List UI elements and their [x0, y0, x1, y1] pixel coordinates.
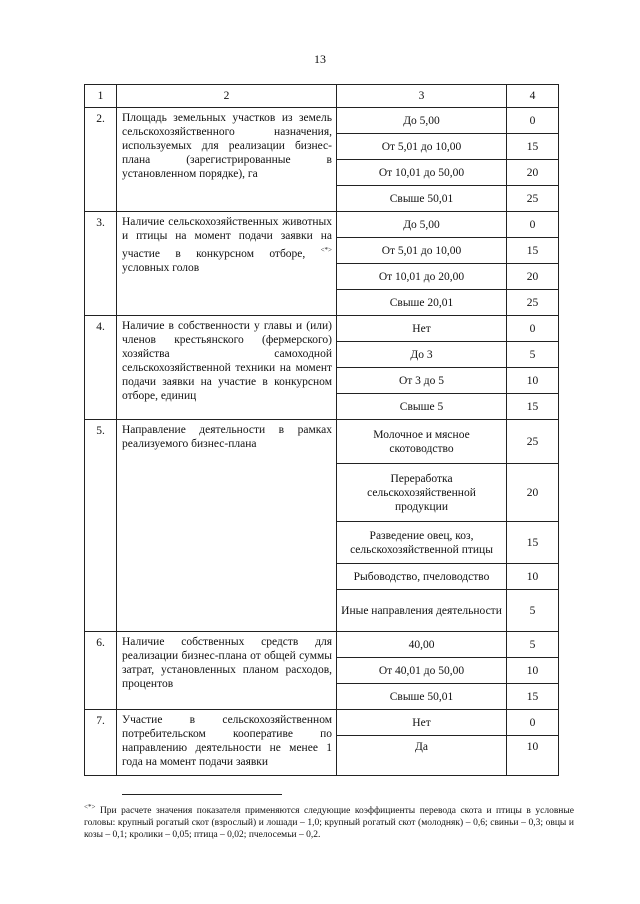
option-label: Свыше 5	[337, 394, 507, 420]
option-points: 25	[507, 420, 559, 464]
option-points: 10	[507, 658, 559, 684]
table-row	[85, 710, 559, 736]
option-label: 40,00	[337, 632, 507, 658]
criterion-description: Участие в сельскохозяйственном потребительском кооперативе по направлению деятельности не менее 1 года на момент подачи заявки	[117, 710, 337, 776]
option-points: 15	[507, 522, 559, 564]
criterion-number: 3.	[85, 212, 117, 316]
option-label: Рыбоводство, пчеловодство	[337, 564, 507, 590]
option-points: 20	[507, 264, 559, 290]
option-label: От 10,01 до 20,00	[337, 264, 507, 290]
option-points: 15	[507, 394, 559, 420]
footnote-text: При расчете значения показателя применяются следующие коэффициенты перевода скота и птицы в условные головы: крупный рогатый скот (взрослый) и лошади – 1,0; крупный рогатый скот (молодняк) – 0,6; свиньи – 0,3; овцы и козы – 0,1; кролики – 0,05; птица – 0,02; пчелосемьи – 0,2.	[84, 806, 574, 841]
option-points: 15	[507, 134, 559, 160]
option-points: 20	[507, 160, 559, 186]
option-points: 0	[507, 710, 559, 736]
option-points: 0	[507, 212, 559, 238]
criteria-table	[84, 84, 559, 776]
criterion-number: 6.	[85, 632, 117, 710]
criterion-number: 4.	[85, 316, 117, 420]
option-label: От 5,01 до 10,00	[337, 134, 507, 160]
option-label: До 5,00	[337, 108, 507, 134]
table-row	[85, 212, 559, 238]
option-label: От 3 до 5	[337, 368, 507, 394]
header-cell: 1	[85, 85, 117, 108]
table-row	[85, 316, 559, 342]
option-label: Свыше 50,01	[337, 684, 507, 710]
option-points: 5	[507, 632, 559, 658]
footnote-reference: <*>	[320, 246, 333, 254]
criterion-description: Направление деятельности в рамках реализуемого бизнес-плана	[117, 420, 337, 632]
option-label: Разведение овец, коз, сельскохозяйственной птицы	[337, 522, 507, 564]
page-number: 13	[314, 52, 326, 66]
table-header-row	[85, 85, 559, 108]
option-points: 0	[507, 316, 559, 342]
option-points: 15	[507, 684, 559, 710]
criterion-description: Площадь земельных участков из земель сельскохозяйственного назначения, используемых для реализации бизнес-плана (зарегистрированные в установленном порядке), га	[117, 108, 337, 212]
description-text: Наличие сельскохозяйственных животных и птицы на момент подачи заявки на участие в конкурсном отборе,	[122, 216, 332, 260]
option-label: Иные направления деятельности	[337, 590, 507, 632]
header-cell: 2	[117, 85, 337, 108]
option-label: От 5,01 до 10,00	[337, 238, 507, 264]
option-points: 20	[507, 464, 559, 522]
option-label: Нет	[337, 710, 507, 736]
header-cell: 4	[507, 85, 559, 108]
header-cell: 3	[337, 85, 507, 108]
option-label: До 5,00	[337, 212, 507, 238]
option-label: Нет	[337, 316, 507, 342]
option-label: От 10,01 до 50,00	[337, 160, 507, 186]
criterion-number: 2.	[85, 108, 117, 212]
option-points: 25	[507, 186, 559, 212]
option-points: 10	[507, 564, 559, 590]
criterion-description	[117, 212, 337, 316]
table-row	[85, 420, 559, 464]
option-label: Молочное и мясное скотоводство	[337, 420, 507, 464]
option-points: 5	[507, 342, 559, 368]
option-label: Да	[337, 736, 507, 776]
option-label: До 3	[337, 342, 507, 368]
option-points: 10	[507, 736, 559, 776]
option-points: 5	[507, 590, 559, 632]
table-row	[85, 632, 559, 658]
description-text: условных голов	[122, 261, 200, 274]
table-row	[85, 108, 559, 134]
footnote-divider	[122, 794, 282, 795]
option-points: 25	[507, 290, 559, 316]
option-label: Свыше 20,01	[337, 290, 507, 316]
criterion-description: Наличие собственных средств для реализации бизнес-плана от общей суммы затрат, установленных планом расходов, процентов	[117, 632, 337, 710]
option-points: 0	[507, 108, 559, 134]
option-label: Свыше 50,01	[337, 186, 507, 212]
option-label: От 40,01 до 50,00	[337, 658, 507, 684]
criterion-description: Наличие в собственности у главы и (или) членов крестьянского (фермерского) хозяйства самоходной сельскохозяйственной техники на момент подачи заявки на участие в конкурсном отборе, единиц	[117, 316, 337, 420]
footnote	[84, 794, 574, 841]
criterion-number: 7.	[85, 710, 117, 776]
option-label: Переработка сельскохозяйственной продукции	[337, 464, 507, 522]
option-points: 15	[507, 238, 559, 264]
criterion-number: 5.	[85, 420, 117, 632]
footnote-mark: <*>	[84, 803, 96, 811]
option-points: 10	[507, 368, 559, 394]
